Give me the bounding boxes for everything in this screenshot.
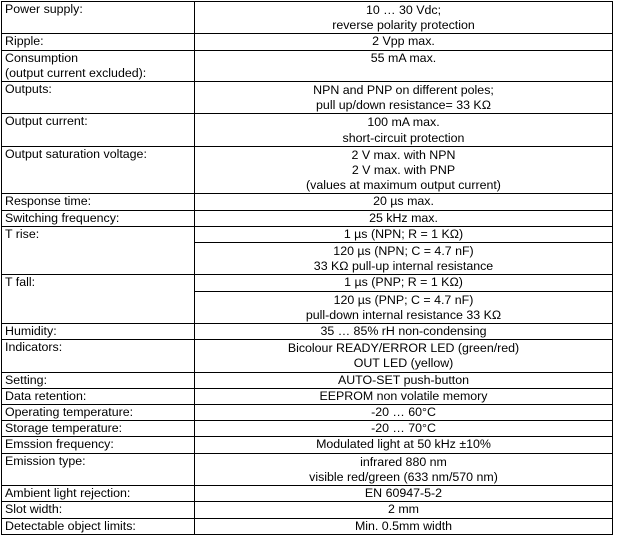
spec-label — [2, 324, 195, 340]
spec-value — [195, 453, 613, 485]
text-line: (values at maximum output current) — [306, 178, 501, 193]
text-line: Response time: — [5, 194, 92, 209]
spec-value — [195, 405, 613, 421]
text-line: Setting: — [5, 372, 48, 387]
spec-label — [2, 82, 195, 114]
spec-row — [2, 275, 613, 291]
spec-row — [2, 372, 613, 388]
spec-value — [195, 437, 613, 453]
spec-value — [195, 226, 613, 242]
spec-row — [2, 405, 613, 421]
text-line: Detectable object limits: — [5, 518, 136, 533]
text-line: short-circuit protection — [342, 130, 465, 145]
specifications-table — [1, 1, 613, 535]
spec-row — [2, 437, 613, 453]
text-line: 2 mm — [388, 502, 419, 517]
spec-row — [2, 114, 613, 146]
text-line: Output saturation voltage: — [5, 146, 147, 161]
text-line: Outputs: — [5, 82, 52, 97]
text-line: visible red/green (633 nm/570 nm) — [309, 469, 498, 484]
text-line: 20 µs max. — [373, 194, 434, 209]
spec-value — [195, 243, 613, 275]
text-line: 2 V max. with NPN — [351, 147, 456, 162]
text-line: AUTO-SET push-button — [337, 372, 470, 387]
text-line: Ripple: — [5, 34, 44, 49]
spec-label — [2, 210, 195, 226]
text-line: 100 mA max. — [367, 115, 440, 130]
spec-value — [195, 50, 613, 81]
text-line: Consumption — [5, 50, 79, 65]
spec-label — [2, 146, 195, 194]
spec-value — [195, 518, 613, 534]
spec-value — [195, 146, 613, 194]
spec-value — [195, 388, 613, 404]
text-line: -20 … 60°C — [371, 405, 436, 420]
spec-value — [195, 114, 613, 146]
spec-value — [195, 502, 613, 518]
text-line: T rise: — [5, 226, 40, 241]
text-line: 55 mA max. — [370, 50, 437, 65]
text-line: 120 µs (NPN; C = 4.7 nF) — [333, 244, 474, 259]
spec-value — [195, 275, 613, 291]
text-line: Data retention: — [5, 388, 87, 403]
text-line: Slot width: — [5, 502, 63, 517]
text-line: Ambient light rejection: — [5, 486, 131, 501]
text-line: 25 kHz max. — [369, 210, 438, 225]
text-line: EEPROM non volatile memory — [319, 388, 488, 403]
spec-row — [2, 502, 613, 518]
spec-label — [2, 437, 195, 453]
spec-label — [2, 421, 195, 437]
spec-label — [2, 405, 195, 421]
spec-label — [2, 275, 195, 324]
spec-row — [2, 82, 613, 114]
spec-row — [2, 421, 613, 437]
text-line: -20 … 70°C — [371, 421, 436, 436]
text-line: NPN and PNP on different poles; — [313, 83, 494, 98]
text-line: Storage temperature: — [5, 421, 123, 436]
spec-row — [2, 453, 613, 485]
spec-row — [2, 388, 613, 404]
text-line: Power supply: — [5, 2, 83, 16]
spec-label — [2, 340, 195, 372]
spec-label — [2, 372, 195, 388]
spec-row — [2, 2, 613, 34]
spec-value — [195, 340, 613, 372]
spec-value — [195, 210, 613, 226]
text-line: 1 µs (NPN; R = 1 KΩ) — [343, 226, 464, 241]
text-line: 10 … 30 Vdc; — [365, 3, 442, 17]
spec-label — [2, 194, 195, 210]
text-line: Emssion frequency: — [5, 437, 114, 452]
text-line: Humidity: — [5, 324, 57, 339]
spec-row — [2, 486, 613, 502]
text-line: infrared 880 nm — [360, 454, 447, 469]
text-line: 120 µs (PNP; C = 4.7 nF) — [333, 292, 474, 307]
text-line: Output current: — [5, 114, 88, 129]
spec-value — [195, 2, 613, 34]
text-line: Modulated light at 50 kHz ±10% — [316, 437, 491, 452]
spec-value — [195, 324, 613, 340]
spec-value — [195, 486, 613, 502]
text-line: pull up/down resistance= 33 KΩ — [316, 98, 491, 113]
spec-row — [2, 146, 613, 194]
spec-label — [2, 2, 195, 34]
text-line: reverse polarity protection — [332, 18, 475, 33]
spec-label — [2, 486, 195, 502]
spec-row — [2, 340, 613, 372]
text-line: Operating temperature: — [5, 405, 134, 420]
text-line: (output current excluded): — [5, 65, 147, 80]
text-line: pull-down internal resistance 33 KΩ — [305, 307, 502, 322]
spec-label — [2, 226, 195, 275]
spec-label — [2, 518, 195, 534]
spec-row — [2, 518, 613, 534]
spec-label — [2, 50, 195, 81]
spec-value — [195, 194, 613, 210]
text-line: Indicators: — [5, 340, 63, 355]
specifications-body — [2, 2, 613, 535]
spec-value — [195, 34, 613, 50]
spec-row — [2, 324, 613, 340]
text-line: 2 V max. with PNP — [351, 163, 456, 178]
spec-value — [195, 82, 613, 114]
spec-row — [2, 194, 613, 210]
text-line: T fall: — [5, 275, 36, 290]
text-line: EN 60947-5-2 — [364, 486, 443, 501]
text-line: 1 µs (PNP; R = 1 KΩ) — [344, 275, 463, 290]
spec-label — [2, 388, 195, 404]
spec-row — [2, 50, 613, 81]
spec-value — [195, 372, 613, 388]
spec-row — [2, 226, 613, 242]
text-line: 33 KΩ pull-up internal resistance — [313, 259, 494, 274]
spec-row — [2, 34, 613, 50]
text-line: Bicolour READY/ERROR LED (green/red) — [287, 341, 520, 356]
spec-value — [195, 421, 613, 437]
spec-row — [2, 210, 613, 226]
spec-label — [2, 453, 195, 485]
text-line: Min. 0.5mm width — [354, 518, 453, 533]
spec-value — [195, 291, 613, 323]
text-line: Emission type: — [5, 453, 86, 468]
spec-label — [2, 114, 195, 146]
spec-label — [2, 34, 195, 50]
text-line: 35 … 85% rH non-condensing — [320, 324, 487, 339]
spec-label — [2, 502, 195, 518]
text-line: Switching frequency: — [5, 210, 120, 225]
text-line: OUT LED (yellow) — [353, 356, 454, 371]
text-line: 2 Vpp max. — [372, 34, 435, 49]
